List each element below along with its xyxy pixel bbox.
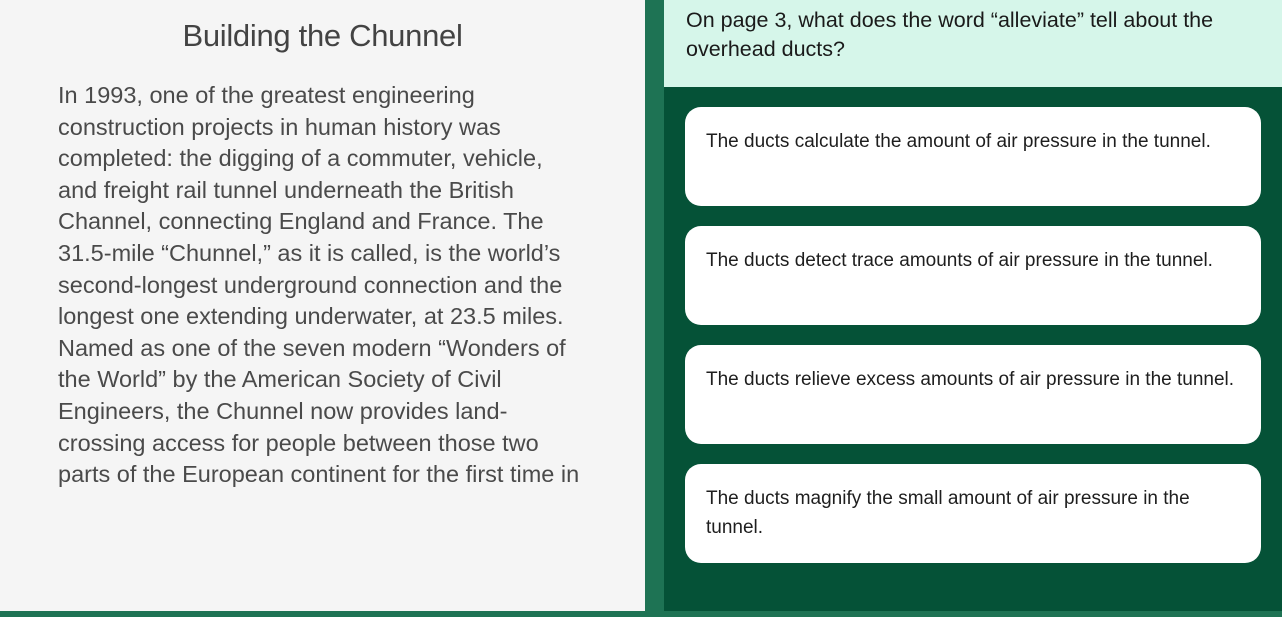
reading-passage-panel <box>0 0 645 611</box>
answer-option-text: The ducts relieve excess amounts of air pressure in the tunnel. <box>706 369 1235 390</box>
answer-option-4[interactable] <box>685 464 1261 563</box>
article-title: Building the Chunnel <box>182 18 463 53</box>
answer-option-1[interactable] <box>685 107 1261 206</box>
answer-option-2[interactable] <box>685 226 1261 325</box>
answer-option-text: The ducts calculate the amount of air pressure in the tunnel. <box>706 131 1211 152</box>
question-text: On page 3, what does the word “alleviate” tell about the overhead ducts? <box>686 8 1214 61</box>
answer-option-text: The ducts detect trace amounts of air pressure in the tunnel. <box>706 250 1213 271</box>
question-panel <box>664 0 1282 611</box>
article-body: In 1993, one of the greatest engineering construction projects in human history was completed: the digging of a commuter, vehicle, and freight rail tunnel underneath the British Channel, connecting England and France. The 31.5-mile “Chunnel,” as it is called, is the world’s second-longest underground connection and the longest one extending underwater, at 23.5 miles. Named as one of the seven modern “Wonders of the World” by the American Society of Civil Engineers, the Chunnel now provides land-crossing access for people between those two parts of the European continent for the first time in <box>58 82 580 488</box>
answer-option-3[interactable] <box>685 345 1261 444</box>
question-prompt-box <box>664 0 1282 87</box>
answer-option-text: The ducts magnify the small amount of air pressure in the tunnel. <box>706 488 1190 538</box>
bottom-accent-bar <box>0 611 1282 617</box>
panel-divider <box>645 0 664 611</box>
